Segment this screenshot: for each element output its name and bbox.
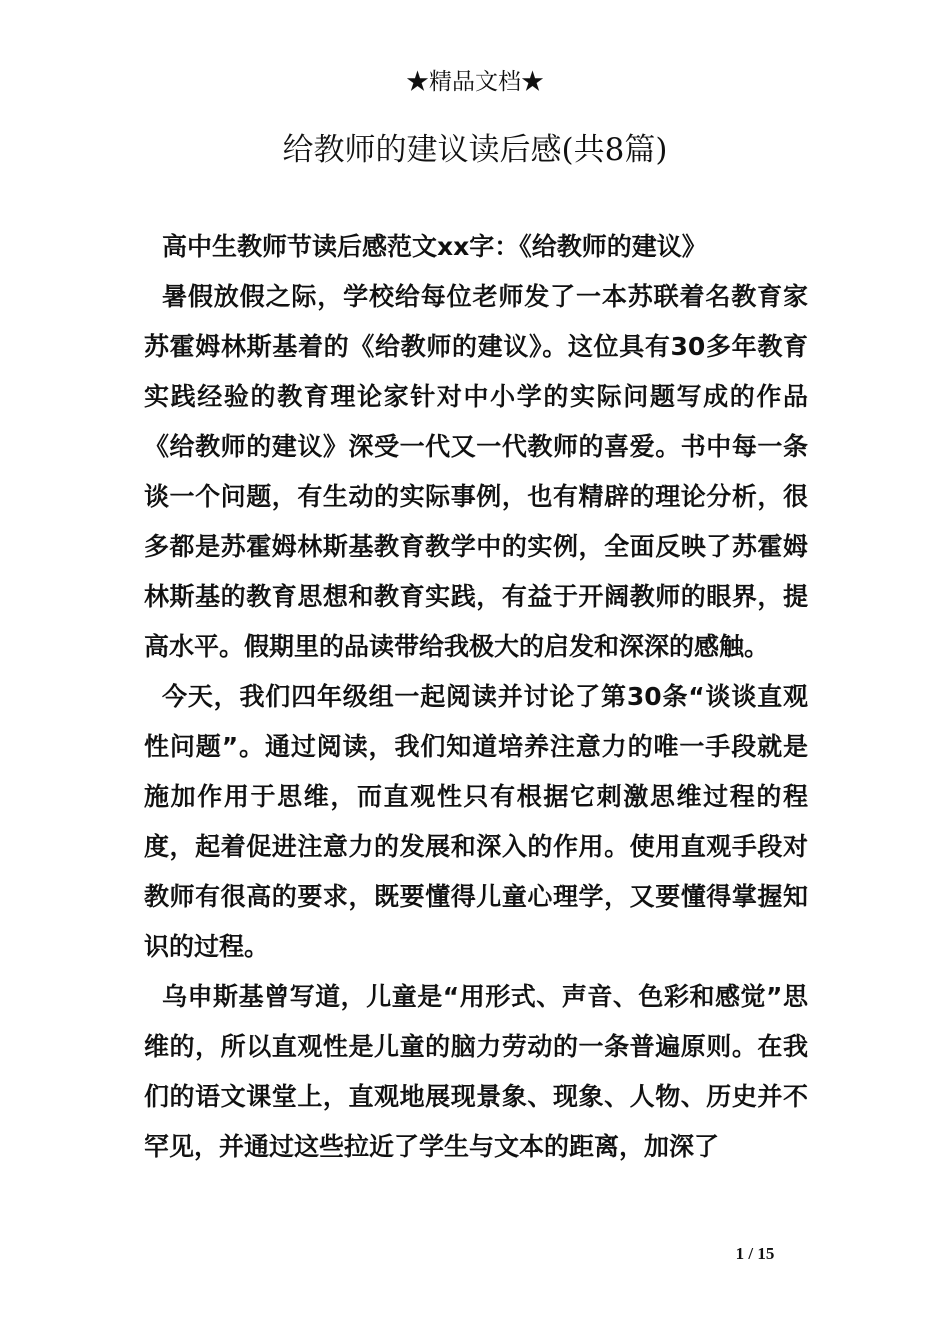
body-paragraph: 今天，我们四年级组一起阅读并讨论了第30条“谈谈直观性问题”。通过阅读，我们知道培养注意力的唯一手段就是施加作用于思维，而直观性只有根据它刺激思维过程的程度，起着促进注意力的发展和深入的作用。使用直观手段对教师有很高的要求，既要懂得儿童心理学，又要懂得掌握知识的过程。 — [144, 682, 808, 961]
document-body — [144, 222, 808, 1172]
subtitle-paragraph: 高中生教师节读后感范文xx字：《给教师的建议》 — [162, 232, 707, 261]
body-paragraph: 乌申斯基曾写道，儿童是“用形式、声音、色彩和感觉”思维的，所以直观性是儿童的脑力劳动的一条普遍原则。在我们的语文课堂上，直观地展现景象、现象、人物、历史并不罕见，并通过这些拉近了学生与文本的距离，加深了 — [144, 982, 808, 1161]
page-number: 1 / 15 — [735, 1244, 775, 1263]
document-title: 给教师的建议读后感(共8篇) — [282, 132, 668, 168]
body-paragraph: 暑假放假之际，学校给每位老师发了一本苏联着名教育家苏霍姆林斯基着的《给教师的建议》。这位具有30多年教育实践经验的教育理论家针对中小学的实际问题写成的作品《给教师的建议》深受一代又一代教师的喜爱。书中每一条谈一个问题，有生动的实际事例，也有精辟的理论分析，很多都是苏霍姆林斯基教育教学中的实例，全面反映了苏霍姆林斯基的教育思想和教育实践，有益于开阔教师的眼界，提高水平。假期里的品读带给我极大的启发和深深的感触。 — [144, 282, 808, 661]
header-mark: ★精品文档★ — [406, 69, 544, 95]
